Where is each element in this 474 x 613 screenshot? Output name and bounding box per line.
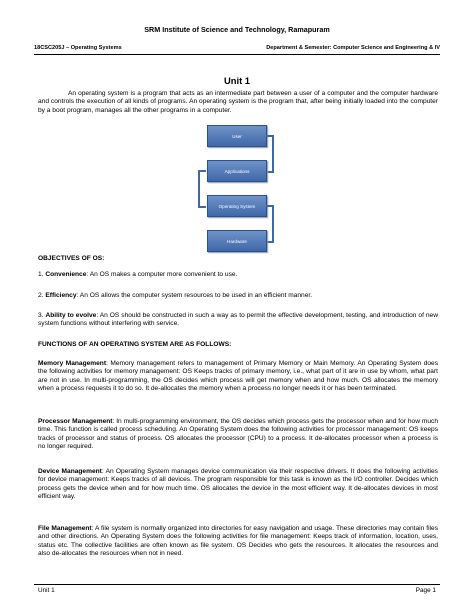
footer-unit: Unit 1 <box>38 587 55 594</box>
page-title: Unit 1 <box>223 75 251 86</box>
intro-paragraph: An operating system is a program that acts as an intermediate part between a user of a computer and the computer hardware and controls the execution of all kinds of programs. An operating system is the program that, after being initially loaded into the computer by a boot program, manages all the other programs in a computer. <box>38 90 438 114</box>
item-text: : An OS allows the computer system resources to be used in an efficient manner. <box>76 292 313 299</box>
function-item <box>38 418 438 451</box>
header-divider <box>34 54 440 55</box>
item-term: Memory Management <box>38 360 107 367</box>
item-term: Convenience <box>45 271 87 278</box>
item-number: 3. <box>38 312 46 319</box>
functions-heading: FUNCTIONS OF AN OPERATING SYSTEM ARE AS FOLLOWS: <box>38 341 232 348</box>
arrow-connector <box>266 205 274 243</box>
institute-name: SRM Institute of Science and Technology, Ramapuram <box>144 25 330 34</box>
page-number: Page 1 <box>415 587 436 594</box>
objective-item <box>38 271 438 279</box>
function-item <box>38 468 438 501</box>
diagram-layer-applications: Applications <box>207 160 267 182</box>
os-layer-diagram <box>204 125 268 253</box>
objectives-heading: OBJECTIVES OF OS: <box>38 255 105 262</box>
arrow-connector <box>198 170 206 208</box>
item-number: 1. <box>38 271 46 278</box>
diagram-layer-user: User <box>207 125 267 147</box>
item-text: : An OS makes a computer more convenient to use. <box>86 271 238 278</box>
item-number: 2. <box>38 292 46 299</box>
diagram-layer-operating-system: Operating System <box>207 195 267 217</box>
objective-item <box>38 292 438 300</box>
function-item <box>38 525 438 558</box>
item-text: : In multi-programming environment, the OS decides which process gets the processor when and for how much time. This function is called process scheduling. An Operating System does the following activities for processor management: OS keeps tracks of processor and status of process. OS allocates the processor (CPU) to a process. It de-allocates processor when a process is no longer required. <box>38 418 438 450</box>
item-text: : A file system is normally organized into directories for easy navigation and usage. These directories may contain files and other directions. An Operating System does the following activities for file management: Keeps track of information, location, uses, status etc. The collective facilities are often known as file system. OS Decides who gets the resources. It allocates the resources and also de-allocates the resources when not in need. <box>38 525 438 557</box>
function-item <box>38 360 438 393</box>
item-term: Efficiency <box>45 292 77 299</box>
item-term: Processor Management <box>38 418 113 425</box>
item-term: File Management <box>38 525 92 532</box>
department-semester: Department & Semester: Computer Science and Engineering & IV <box>266 45 440 51</box>
item-text: : Memory management refers to management of Primary Memory or Main Memory. An Operating System does the following activities for memory management: OS Keeps tracks of primary memory, i.e., what part of it are in use by whom, what part are not in use. In multi-programming, the OS decides which process will get memory when and how much. OS allocates the memory when a process requests it to do so. It de-allocates the memory when a process no longer needs it or has been terminated. <box>38 360 438 392</box>
objective-item <box>38 312 438 329</box>
arrow-connector <box>266 135 274 173</box>
item-term: Device Management <box>38 468 102 475</box>
course-code: 18CSC205J – Operating Systems <box>34 45 122 51</box>
footer-divider <box>34 584 440 585</box>
item-text: : An Operating System manages device communication via their respective drivers. It does the following activities for device management: Keeps tracks of all devices. The program responsible for this task is known as the I/O controller. Decides which process gets the device when and for how much time. OS allocates the device in the most efficient way. It de-allocates devices in most efficient way. <box>38 468 438 500</box>
item-term: Ability to evolve <box>45 312 97 319</box>
item-text: : An OS should be constructed in such a way as to permit the effective development, testing, and introduction of new system functions without interfering with service. <box>38 312 438 328</box>
diagram-layer-hardware: Hardware <box>207 230 267 252</box>
